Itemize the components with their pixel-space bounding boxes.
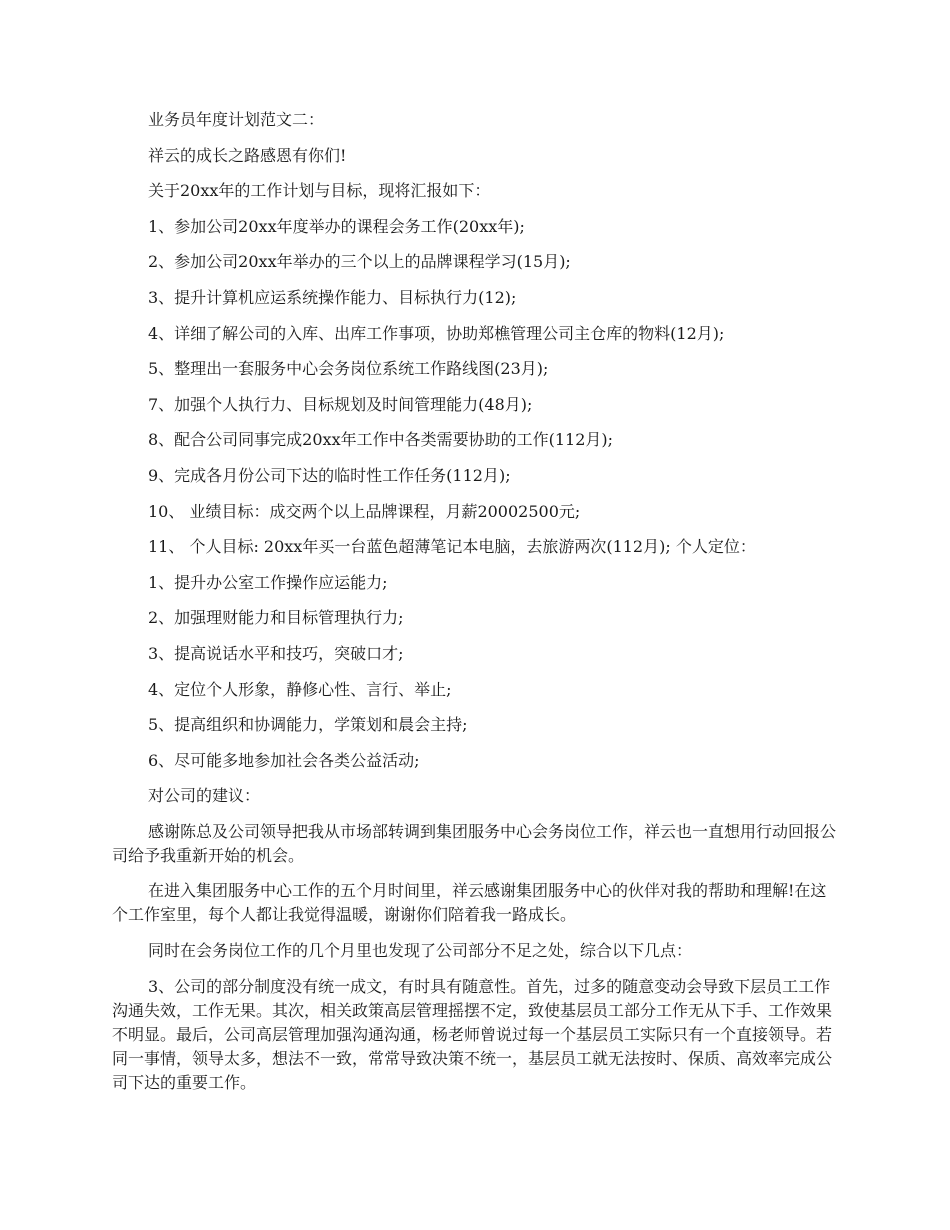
body-paragraph: 感谢陈总及公司领导把我从市场部转调到集团服务中心会务岗位工作，祥云也一直想用行动回报公司给予我重新开始的机会。 xyxy=(112,821,837,865)
positioning-item: 2、加强理财能力和目标管理执行力; xyxy=(148,608,404,628)
greeting-line: 祥云的成长之路感恩有你们! xyxy=(148,145,347,165)
positioning-item: 4、定位个人形象，静修心性、言行、举止; xyxy=(148,679,452,699)
plan-item: 4、详细了解公司的入库、出库工作事项，协助郑樵管理公司主仓库的物料(12月); xyxy=(148,323,725,343)
document-body xyxy=(112,108,839,1106)
positioning-item: 3、提高说话水平和技巧，突破口才; xyxy=(148,643,404,663)
positioning-item: 6、尽可能多地参加社会各类公益活动; xyxy=(148,750,420,770)
body-paragraph: 同时在会务岗位工作的几个月里也发现了公司部分不足之处，综合以下几点： xyxy=(148,941,693,961)
positioning-item: 5、提高组织和协调能力，学策划和晨会主持; xyxy=(148,715,468,735)
section-heading: 对公司的建议： xyxy=(148,786,261,806)
plan-item: 8、配合公司同事完成20xx年工作中各类需要协助的工作(112月); xyxy=(148,430,614,450)
plan-item: 11、 个人目标: 20xx年买一台蓝色超薄笔记本电脑，去旅游两次(112月); 个人定位： xyxy=(148,537,756,557)
body-paragraph: 3、公司的部分制度没有统一成文，有时具有随意性。首先，过多的随意变动会导致下层员工工作沟通失效，工作无果。其次，相关政策高层管理摇摆不定，致使基层员工部分工作无从下手、工作效果不明显。最后，公司高层管理加强沟通沟通，杨老师曾说过每一个基层员工实际只有一个直接领导。若同一事情，领导太多，想法不一致，常常导致决策不统一，基层员工就无法按时、保质、高效率完成公司下达的重要工作。 xyxy=(112,976,833,1092)
plan-item: 5、整理出一套服务中心会务岗位系统工作路线图(23月); xyxy=(148,359,549,379)
plan-item: 1、参加公司20xx年度举办的课程会务工作(20xx年); xyxy=(148,216,525,236)
body-paragraph: 在进入集团服务中心工作的五个月时间里，祥云感谢集团服务中心的伙伴对我的帮助和理解!在这个工作室里，每个人都让我觉得温暖，谢谢你们陪着我一路成长。 xyxy=(112,881,827,925)
plan-item: 9、完成各月份公司下达的临时性工作任务(112月); xyxy=(148,465,511,485)
plan-item: 10、 业绩目标：成交两个以上品牌课程，月薪20002500元; xyxy=(148,501,581,521)
intro-line: 关于20xx年的工作计划与目标，现将汇报如下： xyxy=(148,181,491,201)
doc-title: 业务员年度计划范文二： xyxy=(148,110,325,129)
plan-item: 7、加强个人执行力、目标规划及时间管理能力(48月); xyxy=(148,394,533,414)
positioning-item: 1、提升办公室工作操作应运能力; xyxy=(148,572,388,592)
plan-item: 3、提升计算机应运系统操作能力、目标执行力(12); xyxy=(148,287,517,307)
plan-item: 2、参加公司20xx年举办的三个以上的品牌课程学习(15月); xyxy=(148,252,571,272)
